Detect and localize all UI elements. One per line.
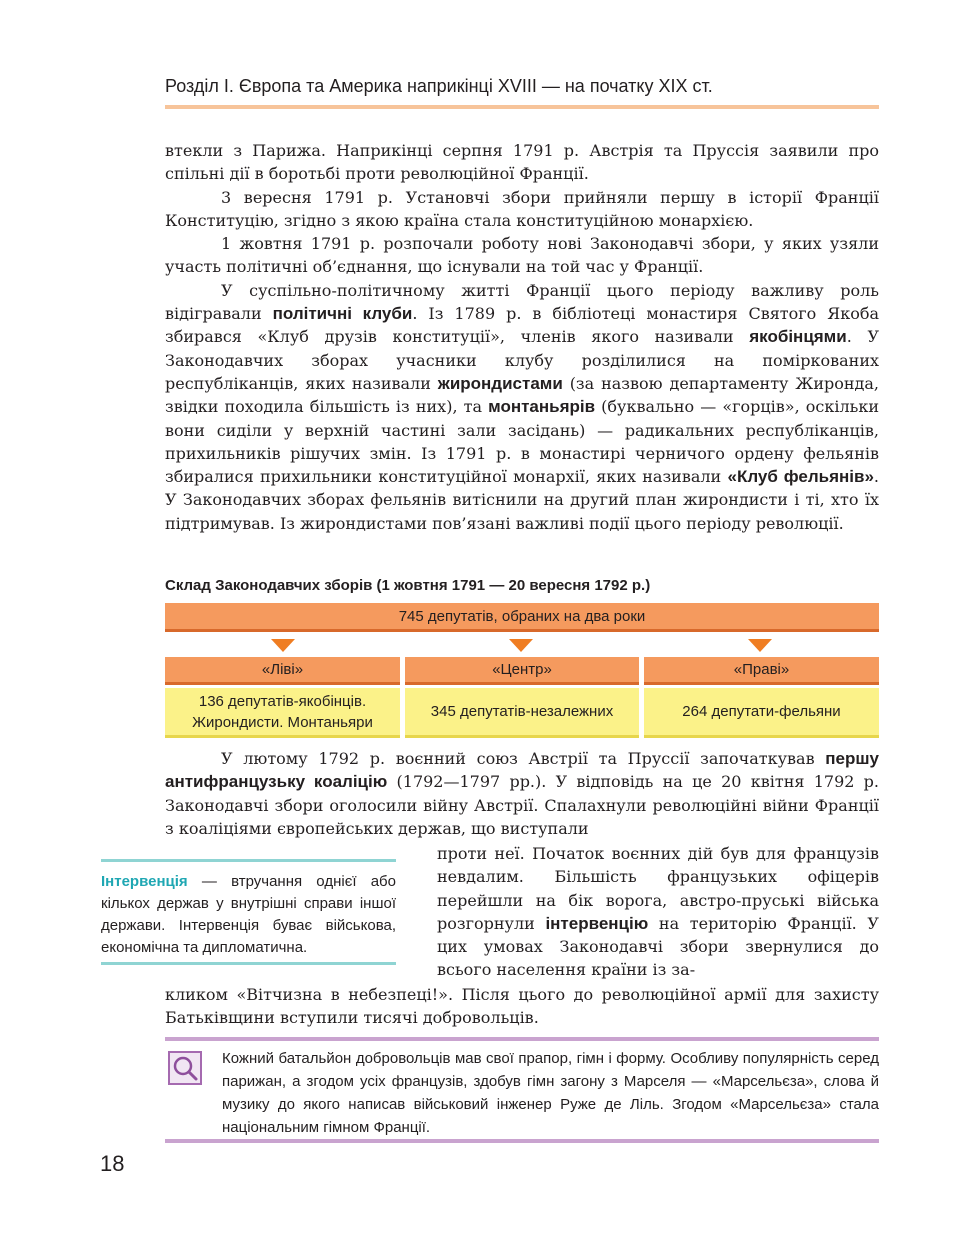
definition-text: — втручання однієї або кількох держав у внутрішні справи іншої держави. Інтервенція буває військова, економічна та дипломатична. (101, 873, 396, 956)
definition-top-rule (101, 859, 396, 862)
paragraph-2: 3 вересня 1791 р. Установчі збори прийняли першу в історії Франції Конституцію, згідно з якою країна стала конституційною монархією. (165, 187, 879, 230)
text-run: проти неї. Початок воєнних дій був для французів невдалим. Більшість французьких офіцерів перейшли на бік ворога, австро-пруські війська розгорнули (437, 844, 879, 933)
page-number: 18 (100, 1151, 125, 1176)
text-run: У лютому 1792 р. воєнний союз Австрії та Пруссії започаткував (221, 749, 826, 768)
text-run: У суспільно-політичному житті Франції цього періоду важливу роль відігравали (165, 280, 879, 324)
term-jacobins: якобінцями (749, 327, 847, 347)
diagram-title: Склад Законодавчих зборів (1 жовтня 1791 — 20 вересня 1792 р.) (165, 577, 651, 594)
paragraph-4 (165, 279, 879, 535)
term-political-clubs: політичні клуби (272, 304, 413, 324)
definition-term: Інтервенція (101, 873, 188, 890)
term-montagnards: монтаньярів (488, 397, 596, 417)
group-content-line: Жирондисти. Монтаньяри (192, 713, 373, 731)
arrow-down-icon (748, 639, 772, 652)
running-header: Розділ I. Європа та Америка наприкінці XVIII — на початку XIX ст. (165, 76, 713, 96)
term-feuillants-club: «Клуб фельянів» (727, 467, 874, 487)
term-girondins: жирондистами (437, 373, 563, 393)
definition-bottom-rule (101, 962, 396, 965)
diagram-top-bar: 745 депутатів, обраних на два роки (165, 603, 879, 632)
group-content-right: 264 депутати-фельяни (644, 688, 879, 738)
group-content-left (165, 688, 400, 738)
text-run: на територію Франції. У цих умовах Законодавчі збори звернулися до всього населення країни із за- (437, 913, 879, 980)
term-intervention: інтервенцію (545, 913, 649, 933)
group-label-center: «Центр» (405, 657, 639, 685)
text-run: (буквально — «горців», оскільки вони сиділи у верхній частині зали засідань) — радикальних республіканців, прихильників рішучих змін. Із 1791 р. в монастирі черничого ордену фельянів збиралися прихильники конституційної монархії, яких називали (165, 397, 880, 487)
paragraph-7: кликом «Вітчизна в небезпеці!». Після цього до революційної армії для захисту Батьківщини вступили тисячі добровольців. (165, 985, 879, 1028)
text-run: . У Законодавчих зборах учасники клубу розділилися на поміркованих республіканців, яких називали (165, 327, 880, 393)
arrow-down-icon (509, 639, 533, 652)
main-text-wrap (437, 842, 879, 982)
definition-box (101, 871, 396, 959)
paragraph-3: 1 жовтня 1791 р. розпочали роботу нові Законодавчі збори, у яких узяли участь політичні об’єднання, що існували на той час у Франції. (165, 234, 879, 277)
group-label-right: «Праві» (644, 657, 879, 685)
text-run: (за назвою департаменту Жиронда, звідки походила більшість із них), та (165, 373, 879, 417)
note-top-rule (165, 1037, 879, 1041)
note-text: Кожний батальйон добровольців мав свої прапор, гімн і форму. Особливу популярність серед парижан, а згодом усіх французів, здобув гімн загону з Марселя — «Марсельєза», слова й музику до якого написав військовий інженер Руже де Ліль. Згодом «Марсельєза» стала національним гімном Франції. (222, 1050, 879, 1136)
text-run: . Із 1789 р. в бібліотеці монастиря Святого Якоба збирався «Клуб друзів конституції», членів якого називали (165, 304, 879, 347)
text-run: . У Законодавчих зборах фельянів витіснили на другий план жирондисти і ті, хто їх підтримував. Із жирондистами пов’язані важливі події цього періоду революції. (165, 467, 880, 533)
group-label-left: «Ліві» (165, 657, 400, 685)
magnifier-icon (168, 1051, 202, 1085)
group-content-center: 345 депутатів-незалежних (405, 688, 639, 738)
main-text-bottom (165, 983, 879, 1030)
text-run: (1792—1797 рр.). У відповідь на це 20 квітня 1792 р. Законодавчі збори оголосили війну Австрії. Спалахнули революційні війни Франції з коаліціями європейських держав, що виступали (165, 772, 880, 838)
note-bottom-rule (165, 1139, 879, 1143)
main-text-top (165, 139, 879, 535)
group-content-line: 136 депутатів-якобінців. (198, 692, 367, 710)
paragraph-1: втекли з Парижа. Наприкінці серпня 1791 р. Австрія та Пруссія заявили про спільні дії в боротьбі проти революційної Франції. (165, 141, 879, 184)
term-first-coalition: першу антифранцузьку коаліцію (165, 749, 879, 792)
main-text-middle (165, 747, 879, 840)
arrow-down-icon (271, 639, 295, 652)
paragraph-6 (437, 842, 879, 982)
header-rule (165, 105, 879, 109)
paragraph-5 (165, 747, 879, 840)
